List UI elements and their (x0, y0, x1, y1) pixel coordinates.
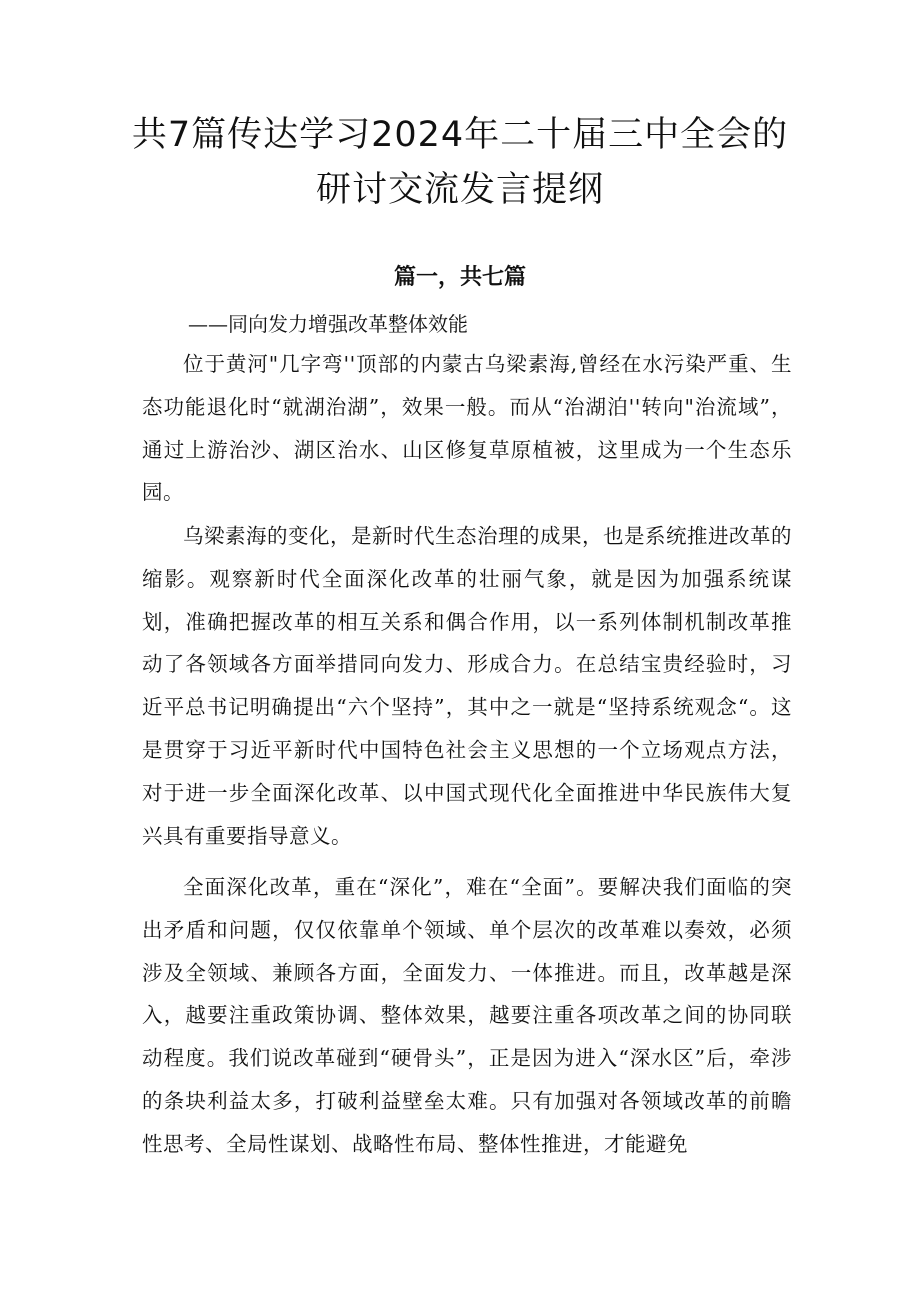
body-paragraph-1: 位于黄河"几字弯''顶部的内蒙古乌梁素海,曾经在水污染严重、生态功能退化时“就湖治湖”，效果一般。而从“治湖泊''转向"治流域”，通过上游治沙、湖区治水、山区修复草原植被，这里成为一个生态乐园。 (142, 352, 792, 505)
section-subtitle: ——同向发力增强改革整体效能 (188, 312, 468, 336)
title-line-1: 共7篇传达学习2024年二十届三中全会的 (131, 115, 789, 155)
body-paragraph-3: 全面深化改革，重在“深化”，难在“全面”。要解决我们面临的突出矛盾和问题，仅仅依靠单个领域、单个层次的改革难以奏效，必须涉及全领域、兼顾各方面，全面发力、一体推进。而且，改革越是深入，越要注重政策协调、整体效果，越要注重各项改革之间的协同联动程度。我们说改革碰到“硬骨头”，正是因为进入“深水区”后，牵涉的条块利益太多，打破利益壁垒太难。只有加强对各领域改革的前瞻性思考、全局性谋划、战略性布局、整体性推进，才能避免 (142, 875, 792, 1156)
title-line-2: 研讨交流发言提纲 (315, 170, 604, 210)
section-heading: 篇一，共七篇 (393, 265, 526, 290)
document-title (100, 108, 820, 218)
body-paragraph-2: 乌梁素海的变化，是新时代生态治理的成果，也是系统推进改革的缩影。观察新时代全面深化改革的壮丽气象，就是因为加强系统谋划，准确把握改革的相互关系和偶合作用，以一系列体制机制改革推动了各领域各方面举措同向发力、形成合力。在总结宝贵经验时，习近平总书记明确提出“六个坚持”，其中之一就是“坚持系统观念“。这是贯穿于习近平新时代中国特色社会主义思想的一个立场观点方法，对于进一步全面深化改革、以中国式现代化全面推进中华民族伟大复兴具有重要指导意义。 (142, 524, 792, 848)
